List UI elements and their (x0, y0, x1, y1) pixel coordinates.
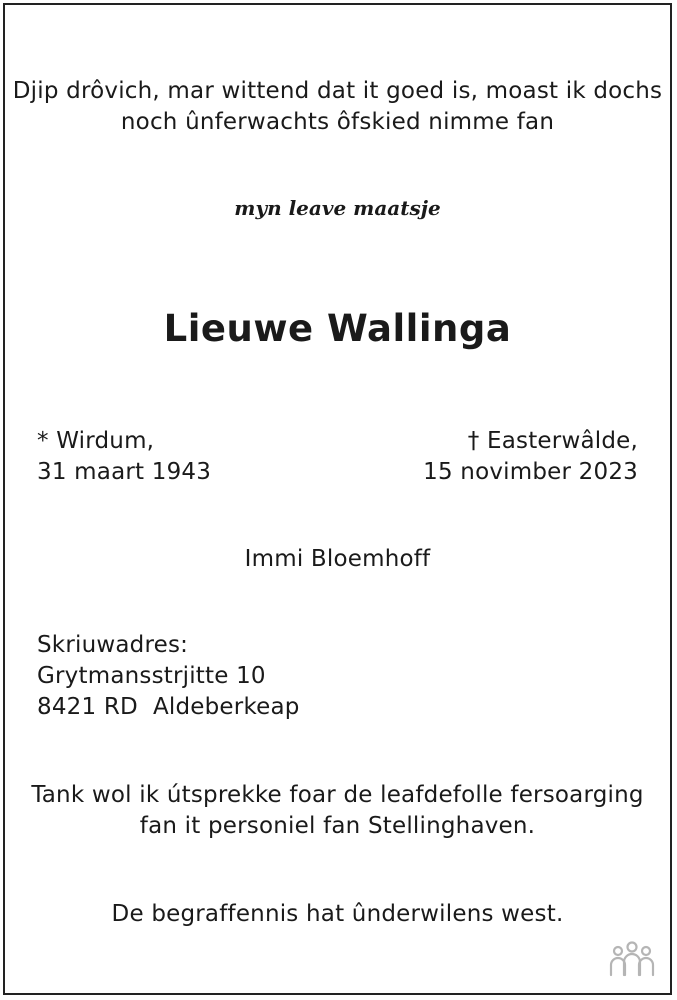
opening-line-2: noch ûnferwachts ôfskied nimme fan (120, 109, 555, 135)
address-city: 8421 RD Aldeberkeap (37, 694, 300, 720)
death-date: 15 novimber 2023 (423, 459, 638, 485)
birth-info (37, 426, 211, 488)
thanks-text (5, 780, 670, 842)
death-place: † Easterwâlde, (467, 428, 638, 454)
birth-date: 31 maart 1943 (37, 459, 212, 485)
thanks-line-2: fan it personiel fan Stellinghaven. (139, 813, 536, 839)
death-notice-card (3, 3, 672, 995)
birth-place: * Wirdum, (37, 428, 155, 454)
correspondence-address (37, 630, 300, 723)
people-group-icon (608, 939, 656, 979)
funeral-note: De begraffennis hat ûnderwilens west. (111, 901, 564, 927)
thanks-line-1: Tank wol ik útsprekke foar de leafdefolle fersoarging (31, 782, 644, 808)
deceased-name: Lieuwe Wallinga (163, 307, 512, 350)
subtitle: myn leave maatsje (234, 196, 441, 220)
partner-name: Immi Bloemhoff (244, 546, 431, 572)
address-label: Skriuwadres: (37, 632, 189, 658)
opening-line-1: Djip drôvich, mar wittend dat it goed is, moast ik dochs (12, 78, 663, 104)
opening-text (5, 76, 670, 138)
death-info (423, 426, 638, 488)
address-street: Grytmansstrjitte 10 (37, 663, 266, 689)
